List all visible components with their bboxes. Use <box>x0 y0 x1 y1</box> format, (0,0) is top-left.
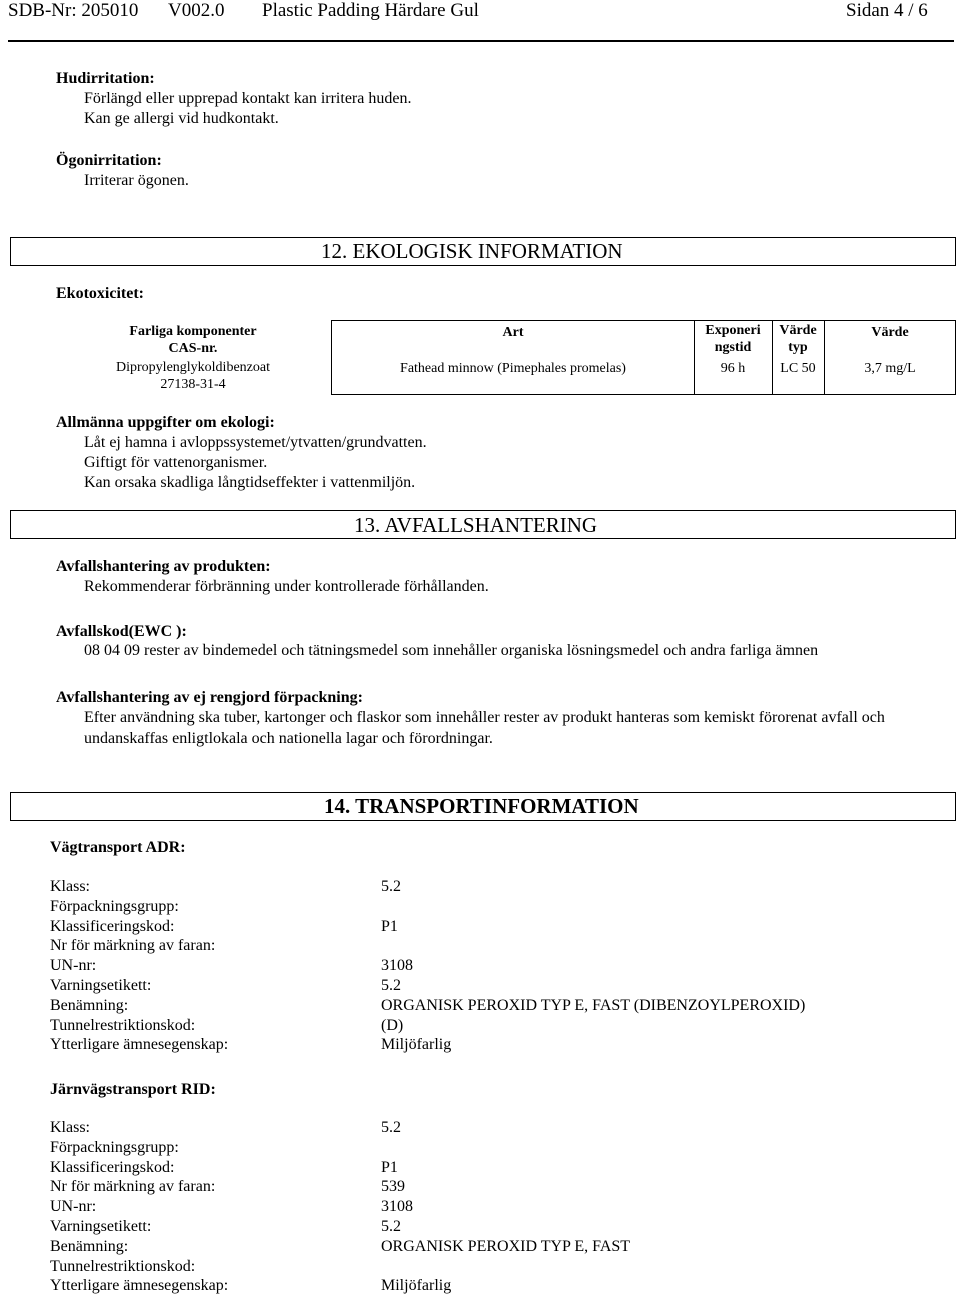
adr-row-key: Förpackningsgrupp: <box>50 897 179 915</box>
table-divider <box>772 321 773 394</box>
section-13-header-box <box>10 510 956 539</box>
rid-row-value: Miljöfarlig <box>381 1277 452 1295</box>
adr-row-key: UN-nr: <box>50 957 97 975</box>
adr-row-value: Miljöfarlig <box>381 1036 452 1054</box>
rid-row-key: Varningsetikett: <box>50 1218 152 1235</box>
table-cell-value: 3,7 mg/L <box>864 361 916 376</box>
table-cell-component: Dipropylenglykoldibenzoat <box>116 360 270 375</box>
adr-row-value: ORGANISK PEROXID TYP E, FAST (DIBENZOYLPEROXID) <box>381 996 806 1014</box>
adr-row-key: Varningsetikett: <box>50 977 152 994</box>
rid-row-key: Klassificeringskod: <box>50 1158 175 1176</box>
general-ecology-text-1: Låt ej hamna i avloppssystemet/ytvatten/grundvatten. <box>84 434 427 451</box>
adr-row-key: Ytterligare ämnesegenskap: <box>50 1036 229 1054</box>
ewc-code-text: 08 04 09 rester av bindemedel och tätningsmedel som innehåller organiska lösningsmedel och andra farliga ämnen <box>84 642 819 659</box>
skin-irritation-label: Hudirritation: <box>56 70 155 87</box>
rid-row-value: P1 <box>381 1158 398 1176</box>
rid-row-value: 539 <box>381 1178 405 1196</box>
adr-row-key: Klassificeringskod: <box>50 917 175 935</box>
table-header-value-type: Värde typ <box>779 323 817 355</box>
rid-row-key: UN-nr: <box>50 1198 97 1216</box>
eye-irritation-text: Irriterar ögonen. <box>84 172 189 189</box>
header-rule <box>8 40 954 42</box>
general-ecology-text-2: Giftigt för vattenorganismer. <box>84 454 268 471</box>
packaging-waste-text-1: Efter användning ska tuber, kartonger och flaskor som innehåller rester av produkt hanteras som kemiskt förorenat avfall och <box>84 709 885 726</box>
adr-row-key: Tunnelrestriktionskod: <box>50 1016 196 1034</box>
section-14-header-box <box>10 792 956 821</box>
ewc-code-label: Avfallskod(EWC ): <box>56 623 187 640</box>
table-header-exposure: Exponeri ngstid <box>705 323 761 355</box>
adr-row-value: 3108 <box>381 957 413 975</box>
adr-row-value: 5.2 <box>381 878 401 895</box>
adr-row-key: Klass: <box>50 878 90 895</box>
table-header-component: Farliga komponenter <box>129 324 257 339</box>
header-product-name: Plastic Padding Härdare Gul <box>262 0 479 21</box>
waste-product-label: Avfallshantering av produkten: <box>56 558 271 575</box>
rid-row-value: ORGANISK PEROXID TYP E, FAST <box>381 1237 631 1255</box>
adr-row-key: Nr för märkning av faran: <box>50 937 216 955</box>
ecotox-table <box>331 320 956 395</box>
adr-row-key: Benämning: <box>50 996 129 1014</box>
table-header-art: Art <box>502 325 524 340</box>
rid-label: Järnvägstransport RID: <box>50 1081 216 1098</box>
general-ecology-text-3: Kan orsaka skadliga långtidseffekter i vattenmiljön. <box>84 474 416 491</box>
section-13-title: 13. AVFALLSHANTERING <box>354 513 598 537</box>
rid-row-key: Tunnelrestriktionskod: <box>50 1257 196 1275</box>
general-ecology-label: Allmänna uppgifter om ekologi: <box>56 414 275 431</box>
table-divider <box>694 321 695 394</box>
waste-product-text: Rekommenderar förbränning under kontrollerade förhållanden. <box>84 578 489 595</box>
table-cell-cas: 27138-31-4 <box>160 377 226 392</box>
ecotoxicity-label: Ekotoxicitet: <box>56 285 144 302</box>
rid-row-key: Förpackningsgrupp: <box>50 1138 179 1156</box>
table-divider <box>824 321 825 394</box>
eye-irritation-label: Ögonirritation: <box>56 152 162 169</box>
table-cell-species: Fathead minnow (Pimephales promelas) <box>400 361 626 376</box>
header-sdb-number: SDB-Nr: 205010 <box>8 0 139 21</box>
skin-irritation-text-2: Kan ge allergi vid hudkontakt. <box>84 110 279 127</box>
rid-row-key: Klass: <box>50 1119 90 1136</box>
adr-label: Vägtransport ADR: <box>50 839 186 856</box>
section-12-header-box <box>10 237 956 266</box>
packaging-waste-text-2: undanskaffas enligtlokala och nationella lagar och förordningar. <box>84 730 493 747</box>
rid-row-value: 5.2 <box>381 1119 401 1136</box>
rid-row-value: 3108 <box>381 1198 413 1216</box>
rid-row-key: Benämning: <box>50 1237 129 1255</box>
adr-row-value: 5.2 <box>381 977 401 994</box>
table-cell-exposure: 96 h <box>720 361 746 376</box>
section-12-title: 12. EKOLOGISK INFORMATION <box>321 239 623 263</box>
adr-row-value: (D) <box>381 1016 404 1034</box>
section-14-title: 14. TRANSPORTINFORMATION <box>324 794 639 818</box>
rid-row-key: Ytterligare ämnesegenskap: <box>50 1277 229 1295</box>
adr-row-value: P1 <box>381 917 398 935</box>
table-cell-value-type: LC 50 <box>780 361 816 376</box>
rid-row-value: 5.2 <box>381 1218 401 1235</box>
packaging-waste-label: Avfallshantering av ej rengjord förpackning: <box>56 689 363 706</box>
rid-row-key: Nr för märkning av faran: <box>50 1178 216 1196</box>
table-header-value: Värde <box>871 325 909 340</box>
header-page-number: Sidan 4 / 6 <box>846 0 928 21</box>
table-header-cas: CAS-nr. <box>168 341 218 356</box>
header-version: V002.0 <box>168 0 225 21</box>
skin-irritation-text-1: Förlängd eller upprepad kontakt kan irritera huden. <box>84 90 412 107</box>
